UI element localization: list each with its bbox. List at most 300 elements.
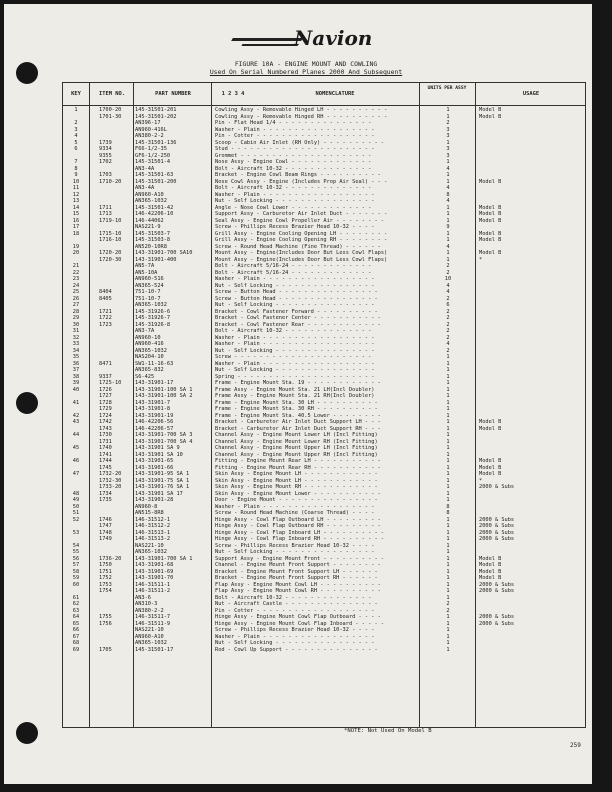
row-units: 1 [446, 646, 450, 653]
row-units: 2 [446, 120, 450, 126]
logo-text: Navion [294, 26, 373, 50]
row-nomenclature: Stud - - - - - - - - - - - - - - - - - - - - - - - [215, 146, 375, 152]
row-part-number: 143-31901-700 SA10 [135, 250, 193, 256]
row-part-number: 143-31901-70 [135, 575, 174, 581]
row-part-number: 143-31901-400 [135, 256, 177, 263]
row-units: 2 [446, 315, 450, 321]
row-part-number: AN960-A10 [135, 633, 164, 640]
row-usage: Model B [479, 425, 502, 432]
row-item-number: 1735 [99, 497, 112, 503]
row-usage: Model B [479, 464, 502, 471]
row-item-number: 1725-10 [99, 380, 122, 386]
row-nomenclature: Bolt - Aircraft 5/16-24 - - - - - - - - - - - - - [215, 269, 372, 276]
row-item-number: 1742 [99, 419, 112, 425]
row-units: 4 [446, 243, 450, 250]
header-usage: USAGE [522, 91, 540, 97]
row-nomenclature: Support Assy - Carburetor Air Inlet Duct - - - - - - - [215, 211, 388, 217]
row-key: 37 [72, 367, 80, 373]
row-nomenclature: Mount Assy - Engine(Includes Door But Less Cowl Flaps) [215, 250, 388, 256]
row-part-number: AN310-3 [135, 601, 158, 607]
row-item-number: 1749 [99, 536, 112, 542]
row-part-number: AN960-516 [135, 276, 164, 282]
row-part-number: 143-31901-66 [135, 464, 174, 471]
row-part-number: AN520-10R8 [135, 243, 167, 250]
row-part-number: 143-31901-76 SA 1 [135, 484, 190, 490]
row-units: 4 [446, 341, 450, 347]
row-nomenclature: Washer - Plain - - - - - - - - - - - - - - - - - - [215, 633, 375, 640]
row-units: 1 [446, 230, 450, 237]
row-item-number: 1753 [99, 581, 112, 588]
row-nomenclature: Pin - Cotter - - - - - - - - - - - - - - - - - - - [215, 133, 375, 139]
header-item: ITEM NO. [99, 91, 125, 97]
row-units: 1 [446, 399, 450, 406]
row-units: 1 [446, 113, 450, 120]
row-item-number: 1713 [99, 211, 112, 217]
row-part-number: AN365-1032 [135, 549, 167, 555]
row-nomenclature: Pin - Flat Head 1/4 - - - - - - - - - - - - - - - [215, 120, 372, 126]
row-units: 1 [446, 438, 450, 445]
row-key: 48 [72, 490, 80, 497]
row-key: 28 [72, 308, 80, 315]
binder-hole [16, 722, 38, 744]
row-units: 1 [446, 477, 450, 484]
row-key: 69 [72, 646, 80, 653]
figure-subtitle: Used On Serial Numbered Planes 2000 And Subsequent [209, 68, 403, 76]
row-item-number: 1748 [99, 529, 112, 536]
row-nomenclature: Nut - Aircraft Castle - - - - - - - - - - - - - - - [215, 601, 378, 607]
row-units: 1 [446, 380, 450, 386]
row-key: 29 [72, 315, 80, 321]
row-part-number: 143-31901-100 SA 2 [135, 393, 193, 399]
row-key: 53 [72, 529, 80, 536]
row-key: 14 [72, 204, 80, 211]
row-part-number: 143-31901-8 [135, 406, 171, 412]
row-part-number: 145-31926-8 [135, 321, 171, 328]
row-item-number: 1750 [99, 562, 112, 568]
row-nomenclature: Cowling Assy - Removable Hinged LH - - - - - - - - - - [215, 107, 388, 113]
row-part-number: AN5-7A [135, 263, 155, 269]
row-units: 1 [446, 458, 450, 464]
row-units: 1 [446, 620, 450, 627]
navion-logo [232, 24, 412, 54]
row-item-number: 1715-10 [99, 230, 122, 237]
row-usage: Model B [479, 204, 502, 211]
row-key: 46 [72, 458, 80, 464]
row-key: 47 [72, 471, 80, 477]
row-usage: Model B [479, 575, 502, 581]
row-key: 21 [72, 263, 80, 269]
row-units: 1 [446, 627, 450, 633]
row-part-number: 143-31901-700 SA 3 [135, 432, 193, 438]
row-units: 2 [446, 321, 450, 328]
row-nomenclature: Nut - Self Locking - - - - - - - - - - - - - - - - [215, 198, 375, 204]
row-part-number: 145-31503-8 [135, 237, 171, 243]
row-units: 2 [446, 347, 450, 354]
row-nomenclature: Screw - - - - - - - - - - - - - - - - - - - - - - [215, 354, 372, 360]
row-part-number: AN365-1032 [135, 302, 167, 308]
row-part-number: 145-31501-200 [135, 178, 177, 185]
row-part-number: 145-31501-42 [135, 204, 174, 211]
row-key: 63 [72, 607, 80, 614]
row-nomenclature: Fitting - Engine Mount Rear RH - - - - - - - - - - - [215, 464, 381, 471]
row-key: 45 [72, 445, 80, 451]
row-usage: 2000 & Subs [479, 484, 515, 490]
row-key: 56 [72, 555, 80, 562]
row-units: 1 [446, 568, 450, 575]
row-item-number: 1724 [99, 412, 112, 419]
row-key: 4 [74, 133, 78, 139]
row-nomenclature: Skin Assy - Engine Mount LH - - - - - - - - - - - - [215, 471, 378, 477]
row-item-number: 1710-20 [99, 178, 122, 185]
row-part-number: 145-31503-7 [135, 230, 171, 237]
row-units: 1 [446, 406, 450, 412]
row-part-number: 146-42206-10 [135, 211, 174, 217]
header-indent: 1 2 3 4 [221, 91, 245, 97]
row-item-number: 1703 [99, 172, 112, 178]
row-nomenclature: Bracket - Engine Mount Front Support RH - - - - - - [215, 575, 378, 581]
row-nomenclature: Cowling Assy - Removable Hinged RH - - - - - - - - - - [215, 113, 388, 120]
row-part-number: SW1-11-16-63 [135, 360, 174, 367]
row-nomenclature: Hinge Assy - Cowl Flap Inboard RH - - - - - - - - - - [215, 536, 385, 542]
row-part-number: AN365-1032 [135, 347, 167, 354]
row-usage: Model B [479, 458, 502, 464]
row-item-number: 1733-20 [99, 484, 122, 490]
row-usage: * [479, 256, 483, 263]
row-key: 10 [72, 178, 80, 185]
row-item-number: 9334 [99, 146, 112, 152]
row-units: 1 [446, 542, 450, 549]
row-nomenclature: Screw - Button Head - - - - - - - - - - - - - - - - [215, 295, 378, 302]
row-units: 4 [446, 165, 450, 172]
row-part-number: 145-31501-202 [135, 113, 177, 120]
row-key: 27 [72, 302, 80, 308]
row-key: 39 [72, 380, 80, 386]
row-part-number: GF6-1/2-250 [135, 152, 171, 159]
row-units: 9 [446, 224, 450, 230]
row-part-number: AN380-2-2 [135, 133, 164, 139]
table-body [63, 107, 585, 653]
row-usage: Model B [479, 250, 502, 256]
row-units: 1 [446, 562, 450, 568]
row-key: 24 [72, 282, 80, 289]
row-nomenclature: Channel Assy - Engine Mount Upper LH (Incl Fitting) [215, 445, 378, 451]
row-units: 1 [446, 354, 450, 360]
row-key: 41 [72, 399, 80, 406]
row-units: 1 [446, 425, 450, 432]
row-item-number: 8405 [99, 295, 112, 302]
row-item-number: 1730 [99, 432, 112, 438]
row-item-number: 1741 [99, 451, 112, 458]
row-item-number: 1732-30 [99, 477, 122, 484]
row-key: 6 [74, 146, 78, 152]
row-usage: 2000 & Subs [479, 529, 515, 536]
row-part-number: 143-31901-7 [135, 399, 171, 406]
row-nomenclature: Bracket - Cowl Fastener Center - - - - - - - - - - - [215, 315, 381, 321]
row-part-number: NAS221-9 [135, 224, 161, 230]
row-part-number: AN365-832 [135, 367, 164, 373]
row-units: 1 [446, 549, 450, 555]
row-nomenclature: Hinge Assy - Engine Mount Cowl Flap Outboard - - - - [215, 614, 381, 620]
row-nomenclature: Nut - Self Locking - - - - - - - - - - - - - - - - [215, 347, 375, 354]
row-key: 7 [74, 159, 78, 165]
row-key: 12 [72, 191, 80, 198]
row-usage: Model B [479, 107, 502, 113]
row-usage: Model B [479, 555, 502, 562]
table-row [63, 647, 585, 654]
row-nomenclature: Hinge Assy - Engine Mount Cowl Flap Inboard - - - - - [215, 620, 385, 627]
row-part-number: 146-31511-9 [135, 620, 171, 627]
row-units: 3 [446, 126, 450, 133]
row-part-number: AN515-8R8 [135, 510, 164, 516]
row-key: 15 [72, 211, 80, 217]
row-nomenclature: Nose Assy - Engine Cowl - - - - - - - - - - - - - [215, 159, 372, 165]
row-units: 1 [446, 471, 450, 477]
row-part-number: AN960-8 [135, 503, 158, 510]
row-units: 1 [446, 497, 450, 503]
row-nomenclature: Angle - Nose Cowl Lower - - - - - - - - - - - - - [215, 204, 372, 211]
row-units: 1 [446, 588, 450, 594]
row-units: 2 [446, 295, 450, 302]
row-nomenclature: Channel Assy - Engine Mount Upper RH (Incl Fitting) [215, 451, 378, 458]
row-part-number: 145-31501-136 [135, 139, 177, 146]
row-key: 1 [74, 107, 78, 113]
row-part-number: 143-31901-68 [135, 562, 174, 568]
row-part-number: AN380-2-2 [135, 607, 164, 614]
row-nomenclature: Screw - Round Head Machine (Coarse Thread) - - - - [215, 510, 375, 516]
row-nomenclature: Mount Assy - Engine(Includes Door But Less Cowl Flaps) [215, 256, 388, 263]
row-usage: Model B [479, 471, 502, 477]
row-key: 20 [72, 250, 80, 256]
row-item-number: 1720-20 [99, 250, 122, 256]
row-part-number: 145-31501-17 [135, 646, 174, 653]
row-item-number: 1736-20 [99, 555, 122, 562]
row-key: 23 [72, 276, 80, 282]
row-nomenclature: Seal Assy - Engine Cowl Propeller Air - - - - - - - - [215, 217, 385, 224]
row-item-number: 1756 [99, 620, 112, 627]
row-nomenclature: Grill Assy - Engine Cooling Opening LH - - - - - - - - [215, 230, 388, 237]
row-part-number: AN3-6 [135, 594, 151, 601]
row-item-number: 1743 [99, 425, 112, 432]
row-key: 9 [74, 172, 78, 178]
row-part-number: 146-31511-7 [135, 614, 171, 620]
row-part-number: F66-1/2-35 [135, 146, 167, 152]
row-units: 1 [446, 640, 450, 646]
row-item-number: 1746 [99, 516, 112, 523]
row-usage: * [479, 477, 483, 484]
row-part-number: 145-31501-4 [135, 159, 171, 165]
row-units: 2 [446, 334, 450, 341]
row-part-number: 146-44062 [135, 217, 164, 224]
row-key: 61 [72, 594, 80, 601]
row-units: 1 [446, 451, 450, 458]
row-units: 1 [446, 581, 450, 588]
row-item-number: 1740 [99, 445, 112, 451]
row-key: 26 [72, 295, 80, 302]
row-key: 67 [72, 633, 80, 640]
row-units: 4 [446, 282, 450, 289]
row-units: 3 [446, 133, 450, 139]
row-units: 8 [446, 510, 450, 516]
row-units: 4 [446, 289, 450, 295]
row-part-number: 143-31901-700 SA 1 [135, 555, 193, 562]
row-part-number: 145-31501-201 [135, 107, 177, 113]
row-key: 40 [72, 386, 80, 393]
row-key: 64 [72, 614, 80, 620]
row-usage: 2000 & Subs [479, 581, 515, 588]
row-nomenclature: Channel Assy - Engine Mount Lower RH (Incl Fitting) [215, 438, 378, 445]
row-units: 8 [446, 191, 450, 198]
row-item-number: 1726 [99, 386, 112, 393]
row-part-number: 143-31901-95 SA 1 [135, 471, 190, 477]
row-part-number: AN960-416 [135, 341, 164, 347]
row-nomenclature: Bolt - Aircraft 5/16-24 - - - - - - - - - - - - - [215, 263, 372, 269]
row-part-number: 143-31901-700 SA 4 [135, 438, 193, 445]
row-units: 1 [446, 445, 450, 451]
row-nomenclature: Flap Assy - Engine Mount Cowl RH - - - - - - - - - - [215, 588, 381, 594]
row-units: 2 [446, 607, 450, 614]
row-item-number: 1723 [99, 321, 112, 328]
row-part-number: 146-31512-1 [135, 516, 171, 523]
row-item-number: 1752 [99, 575, 112, 581]
row-units: 1 [446, 386, 450, 393]
row-item-number: 1702 [99, 159, 112, 165]
row-part-number: AN960-10 [135, 334, 161, 341]
row-key: 33 [72, 341, 80, 347]
row-item-number: 1731 [99, 438, 112, 445]
footnote: *NOTE: Not Used On Model B [344, 728, 432, 734]
row-nomenclature: Nut - Self Locking - - - - - - - - - - - - - - - - [215, 282, 375, 289]
row-key: 49 [72, 497, 80, 503]
row-item-number: 1701-30 [99, 113, 122, 120]
row-item-number: 1751 [99, 568, 112, 575]
row-key: 58 [72, 568, 80, 575]
row-nomenclature: Bolt - Aircraft 10-32 - - - - - - - - - - - - - - [215, 185, 372, 191]
row-item-number: 1727 [99, 393, 112, 399]
row-part-number: 146-31513-2 [135, 536, 171, 542]
row-usage: Model B [479, 562, 502, 568]
row-units: 1 [446, 633, 450, 640]
row-key: 36 [72, 360, 80, 367]
row-key: 25 [72, 289, 80, 295]
row-units: 1 [446, 594, 450, 601]
row-units: 1 [446, 516, 450, 523]
row-item-number: 9337 [99, 373, 112, 380]
row-usage: Model B [479, 178, 502, 185]
row-units: 1 [446, 529, 450, 536]
row-part-number: AN3-4A [135, 165, 155, 172]
row-nomenclature: Fitting - Engine Mount Rear LH - - - - - - - - - - - [215, 458, 381, 464]
row-usage: 2000 & Subs [479, 614, 515, 620]
row-item-number: 1734 [99, 490, 112, 497]
row-key: 31 [72, 328, 80, 334]
row-units: 1 [446, 373, 450, 380]
row-part-number: AN3-7A [135, 328, 155, 334]
row-units: 1 [446, 159, 450, 165]
row-nomenclature: Washer - Plain - - - - - - - - - - - - - - - - - - [215, 191, 375, 198]
row-part-number: 751-10-7 [135, 289, 161, 295]
row-key: 32 [72, 334, 80, 341]
row-units: 2 [446, 308, 450, 315]
row-part-number: 145-31926-6 [135, 308, 171, 315]
row-key: 17 [72, 224, 80, 230]
row-key: 51 [72, 510, 80, 516]
row-part-number: NAS221-10 [135, 542, 164, 549]
header-part: PART NUMBER [155, 91, 191, 97]
row-units: 1 [446, 204, 450, 211]
row-nomenclature: Support Assy - Engine Mount Front - - - - - - - - - - [215, 555, 385, 562]
row-nomenclature: Screw - Round Head Machine (Fine Thread) - - - - - - [215, 243, 381, 250]
row-key: 52 [72, 516, 80, 523]
row-nomenclature: Washer - Plain - - - - - - - - - - - - - - - - - - [215, 334, 375, 341]
row-key: 65 [72, 620, 80, 627]
row-units: 2 [446, 263, 450, 269]
row-units: 1 [446, 360, 450, 367]
row-part-number: AN396-17 [135, 120, 161, 126]
row-item-number: 1744 [99, 458, 112, 464]
row-key: 54 [72, 542, 80, 549]
row-key: 3 [74, 126, 78, 133]
row-usage: Model B [479, 217, 502, 224]
row-part-number: AN365-1032 [135, 198, 167, 204]
binder-hole [16, 392, 38, 414]
row-part-number: 145-31501-63 [135, 172, 174, 178]
row-key: 35 [72, 354, 80, 360]
row-usage: Model B [479, 230, 502, 237]
page-number: 259 [570, 742, 581, 749]
row-part-number: S6-425 [135, 373, 155, 380]
row-item-number: 1705 [99, 646, 112, 653]
row-key: 66 [72, 627, 80, 633]
row-units: 2 [446, 328, 450, 334]
table-header [63, 83, 585, 106]
row-usage: 2000 & Subs [479, 523, 515, 529]
row-item-number: 1719-10 [99, 217, 122, 224]
row-key: 13 [72, 198, 80, 204]
row-key: 42 [72, 412, 80, 419]
row-nomenclature: Nut - Self Locking - - - - - - - - - - - - - - - - [215, 367, 375, 373]
row-nomenclature: Grill Assy - Engine Cooling Opening RH - - - - - - - - [215, 237, 388, 243]
row-part-number: AN365-524 [135, 282, 164, 289]
row-nomenclature: Bracket - Carburetor Air Inlet Duct Support LH - - - [215, 419, 381, 425]
row-usage: Model B [479, 568, 502, 575]
row-nomenclature: Hinge Assy - Cowl Flap Inboard LH - - - - - - - - - - [215, 529, 385, 536]
row-units: 3 [446, 152, 450, 159]
row-key: 19 [72, 243, 80, 250]
row-nomenclature: Bracket - Engine Cowl Beam Rings - - - - - - - - - - [215, 172, 381, 178]
row-item-number: 1721 [99, 308, 112, 315]
row-item-number: 1722 [99, 315, 112, 321]
row-nomenclature: Skin Assy - Engine Mount LH - - - - - - - - - - - - [215, 477, 378, 484]
row-units: 1 [446, 555, 450, 562]
row-item-number: 9355 [99, 152, 112, 159]
row-units: 3 [446, 146, 450, 152]
row-nomenclature: Washer - Plain - - - - - - - - - - - - - - - - - - [215, 360, 375, 367]
row-nomenclature: Frame Assy - Engine Mount Sta. 21 LH(Incl Doubler) [215, 386, 375, 393]
row-part-number: AN3-4A [135, 185, 155, 191]
row-item-number: 1700-20 [99, 107, 122, 113]
row-nomenclature: Skin Assy - Engine Mount RH - - - - - - - - - - - - [215, 484, 378, 490]
row-nomenclature: Frame - Engine Mount Sta. 19 - - - - - - - - - - - - [215, 380, 381, 386]
row-nomenclature: Rod - Cowl Up Support - - - - - - - - - - - - - - - [215, 646, 378, 653]
row-item-number: 1754 [99, 588, 112, 594]
row-item-number: 1747 [99, 523, 112, 529]
row-units: 8 [446, 503, 450, 510]
row-item-number: 8404 [99, 289, 112, 295]
row-nomenclature: Washer - Plain - - - - - - - - - - - - - - - - - - [215, 276, 375, 282]
row-key: 16 [72, 217, 80, 224]
row-nomenclature: Frame - Engine Mount Sta. 40.5 Lower - - - - - - - - [215, 412, 381, 419]
row-nomenclature: Spring - - - - - - - - - - - - - - - - - - - - - - [215, 373, 375, 380]
